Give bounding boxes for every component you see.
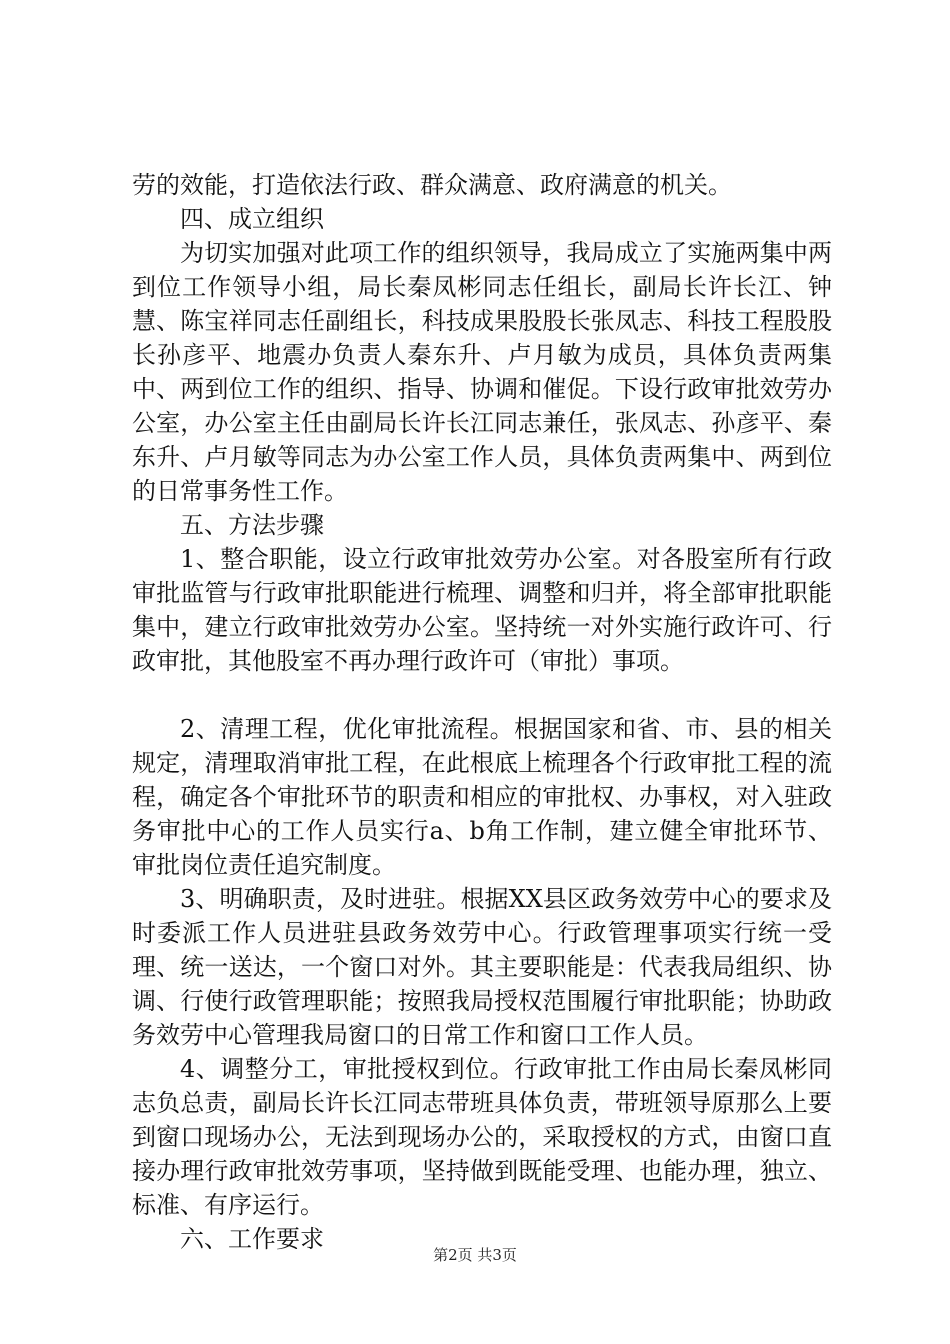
section-heading-steps: 五、方法步骤 (180, 511, 324, 539)
paragraph-step-3: 3、明确职责，及时进驻。根据XX县区政务效劳中心的要求及时委派工作人员进驻县政务效劳中心。行政管理事项实行统一受理、统一送达，一个窗口对外。其主要职能是：代表我局组织、协调、行使行政管理职能；按照我局授权范围履行审批职能；协助政务效劳中心管理我局窗口的日常工作和窗口工作人员。 (132, 885, 832, 1049)
paragraph-organization: 为切实加强对此项工作的组织领导，我局成立了实施两集中两到位工作领导小组，局长秦凤彬同志任组长，副局长许长江、钟慧、陈宝祥同志任副组长，科技成果股股长张凤志、科技工程股股长孙彦平、地震办负责人秦东升、卢月敏为成员，具体负责两集中、两到位工作的组织、指导、协调和催促。下设行政审批效劳办公室，办公室主任由副局长许长江同志兼任，张凤志、孙彦平、秦东升、卢月敏等同志为办公室工作人员，具体负责两集中、两到位的日常事务性工作。 (132, 239, 832, 505)
section-heading-organization: 四、成立组织 (180, 205, 324, 233)
paragraph-step-2: 2、清理工程，优化审批流程。根据国家和省、市、县的相关规定，清理取消审批工程，在此根底上梳理各个行政审批工程的流程，确定各个审批环节的职责和相应的审批权、办事权，对入驻政务审批中心的工作人员实行a、b角工作制，建立健全审批环节、审批岗位责任追究制度。 (132, 715, 832, 879)
paragraph-step-4: 4、调整分工，审批授权到位。行政审批工作由局长秦凤彬同志负总责，副局长许长江同志带班具体负责，带班领导原那么上要到窗口现场办公，无法到现场办公的，采取授权的方式，由窗口直接办理行政审批效劳事项，坚持做到既能受理、也能办理，独立、标准、有序运行。 (132, 1055, 832, 1219)
section-heading-requirements: 六、工作要求 (180, 1225, 324, 1253)
paragraph-step-1: 1、整合职能，设立行政审批效劳办公室。对各股室所有行政审批监管与行政审批职能进行梳理、调整和归并，将全部审批职能集中，建立行政审批效劳办公室。坚持统一对外实施行政许可、行政审批，其他股室不再办理行政许可（审批）事项。 (132, 545, 832, 675)
paragraph-continuation: 劳的效能，打造依法行政、群众满意、政府满意的机关。 (132, 171, 732, 199)
document-body (132, 168, 832, 1256)
page-number: 第2页 共3页 (433, 1246, 517, 1264)
